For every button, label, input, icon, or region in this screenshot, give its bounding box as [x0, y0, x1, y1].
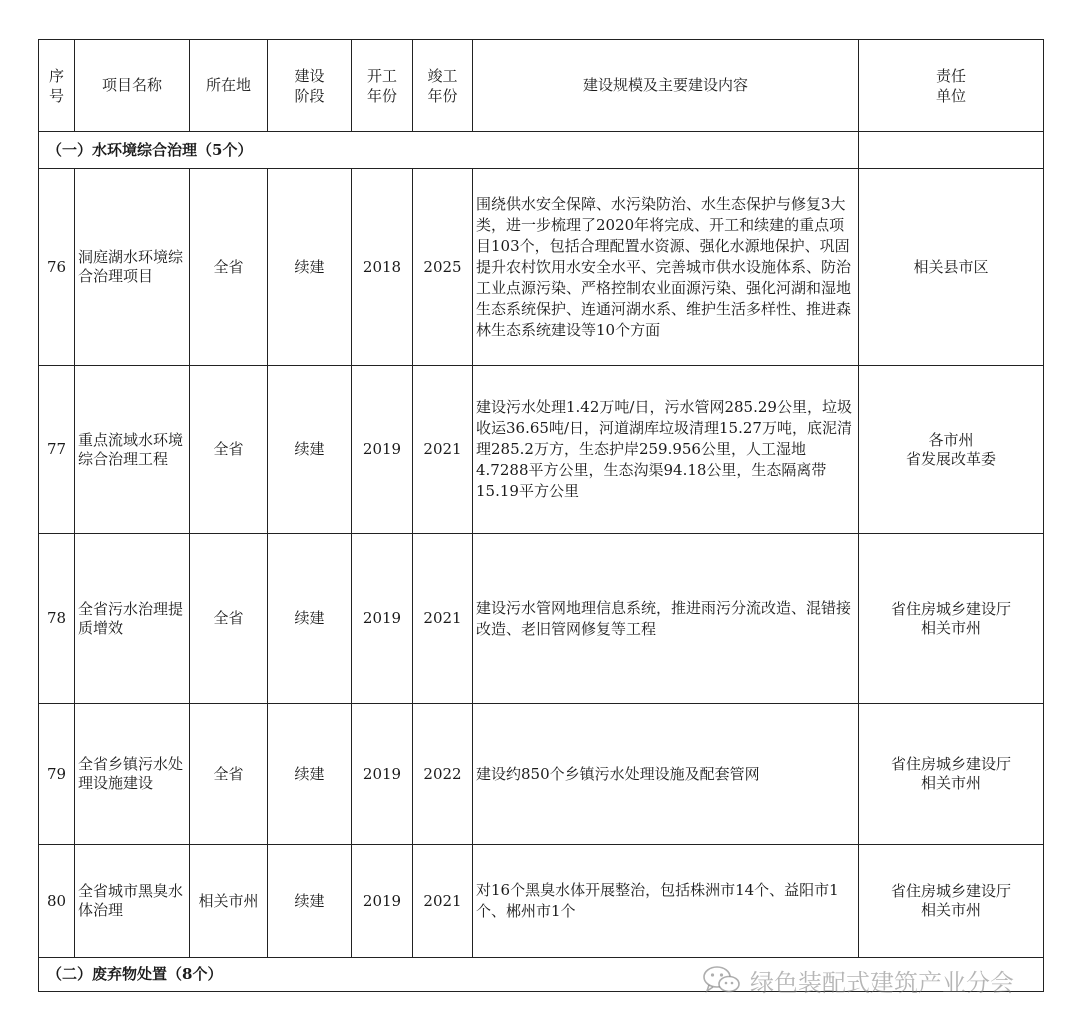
table-row	[39, 366, 1044, 534]
unit-line: 相关市州	[920, 901, 981, 919]
row-responsible-unit	[859, 534, 1044, 704]
table-row	[39, 169, 1044, 366]
watermark-text: 绿色装配式建筑产业分会	[750, 968, 1014, 997]
row-project-name: 重点流域水环境综合治理工程	[75, 366, 190, 534]
row-end-year: 2022	[413, 704, 473, 845]
row-seq: 77	[39, 366, 75, 534]
row-stage: 续建	[268, 845, 352, 958]
row-responsible-unit	[859, 169, 1044, 366]
header-seq: 序 号	[39, 40, 75, 132]
row-location: 全省	[190, 169, 268, 366]
row-responsible-unit	[859, 366, 1044, 534]
row-location: 相关市州	[190, 845, 268, 958]
header-end-year: 竣工 年份	[413, 40, 473, 132]
watermark	[702, 962, 1014, 998]
unit-line: 省住房城乡建设厅	[890, 599, 1011, 618]
unit-line: 省住房城乡建设厅	[890, 882, 1011, 900]
row-end-year: 2025	[413, 169, 473, 366]
row-content: 建设污水处理1.42万吨/日，污水管网285.29公里，垃圾收运36.65吨/日，河道湖库垃圾清理15.27万吨，底泥清理285.2万方，生态护岸259.956公里，人工湿地4.7288平方公里，生态沟渠94.18公里，生态隔离带15.19平方公里	[473, 366, 859, 534]
row-content: 对16个黑臭水体开展整治，包括株洲市14个、益阳市1个、郴州市1个	[473, 845, 859, 958]
row-project-name: 全省城市黑臭水体治理	[75, 845, 190, 958]
row-seq: 76	[39, 169, 75, 366]
row-start-year: 2019	[352, 704, 413, 845]
row-stage: 续建	[268, 366, 352, 534]
section-title: （二）废弃物处置（8个）	[39, 958, 1044, 992]
unit-line: 各市州	[928, 430, 974, 449]
unit-line: 相关市州	[920, 774, 981, 792]
row-responsible-unit	[859, 845, 1044, 958]
row-stage: 续建	[268, 704, 352, 845]
row-start-year: 2019	[352, 534, 413, 704]
unit-line: 省住房城乡建设厅	[890, 755, 1011, 773]
row-end-year: 2021	[413, 366, 473, 534]
row-seq: 78	[39, 534, 75, 704]
row-start-year: 2019	[352, 845, 413, 958]
project-table	[38, 39, 1044, 992]
row-content: 建设污水管网地理信息系统，推进雨污分流改造、混错接改造、老旧管网修复等工程	[473, 534, 859, 704]
row-start-year: 2019	[352, 366, 413, 534]
row-responsible-unit	[859, 704, 1044, 845]
row-end-year: 2021	[413, 845, 473, 958]
row-location: 全省	[190, 534, 268, 704]
row-project-name: 全省乡镇污水处理设施建设	[75, 704, 190, 845]
table-header-row	[39, 40, 1044, 132]
header-stage: 建设 阶段	[268, 40, 352, 132]
row-start-year: 2018	[352, 169, 413, 366]
row-project-name: 全省污水治理提质增效	[75, 534, 190, 704]
table-row	[39, 704, 1044, 845]
table-row	[39, 534, 1044, 704]
header-start-year: 开工 年份	[352, 40, 413, 132]
header-unit: 责任 单位	[859, 40, 1044, 132]
row-seq: 79	[39, 704, 75, 845]
row-stage: 续建	[268, 534, 352, 704]
section-row	[39, 132, 1044, 169]
table-row	[39, 845, 1044, 958]
header-location: 所在地	[190, 40, 268, 132]
row-stage: 续建	[268, 169, 352, 366]
row-location: 全省	[190, 704, 268, 845]
row-end-year: 2021	[413, 534, 473, 704]
row-project-name: 洞庭湖水环境综合治理项目	[75, 169, 190, 366]
section-title: （一）水环境综合治理（5个）	[39, 132, 859, 169]
unit-line: 省发展改革委	[905, 449, 996, 468]
wechat-icon	[702, 965, 742, 995]
unit-line: 相关县市区	[913, 257, 989, 276]
row-content: 建设约850个乡镇污水处理设施及配套管网	[473, 704, 859, 845]
row-location: 全省	[190, 366, 268, 534]
section-blank-cell	[859, 132, 1044, 169]
header-content: 建设规模及主要建设内容	[473, 40, 859, 132]
unit-line: 相关市州	[920, 618, 981, 637]
header-name: 项目名称	[75, 40, 190, 132]
row-seq: 80	[39, 845, 75, 958]
row-content: 围绕供水安全保障、水污染防治、水生态保护与修复3大类，进一步梳理了2020年将完成、开工和续建的重点项目103个，包括合理配置水资源、强化水源地保护、巩固提升农村饮用水安全水平、完善城市供水设施体系、防治工业点源污染、严格控制农业面源污染、强化河湖和湿地生态系统保护、连通河湖水系、维护生活多样性、推进森林生态系统建设等10个方面	[473, 169, 859, 366]
